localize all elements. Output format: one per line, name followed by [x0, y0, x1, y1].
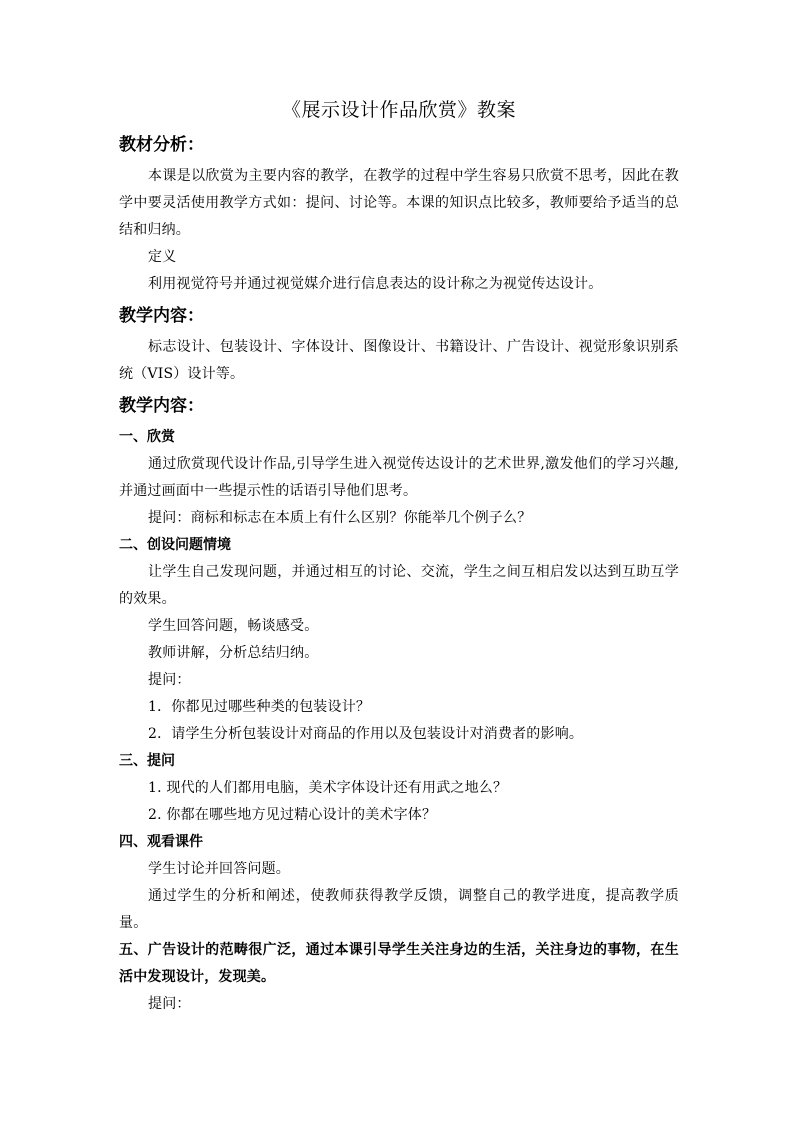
- document-page: [119, 95, 679, 1018]
- part-2-paragraph: 让学生自己发现问题，并通过相互的讨论、交流，学生之间互相启发以达到互助互学的效果。: [119, 564, 679, 607]
- analysis-paragraph: 本课是以欣赏为主要内容的教学，在教学的过程中学生容易只欣赏不思考，因此在教学中要灵活使用教学方式如：提问、讨论等。本课的知识点比较多，教师要给予适当的总结和归纳。: [119, 168, 679, 238]
- part-1-heading: 一、欣赏: [119, 429, 175, 445]
- part-2-question-2: 2．请学生分析包装设计对商品的作用以及包装设计对消费者的影响。: [148, 726, 584, 742]
- part-2-question-label: 提问：: [148, 672, 191, 688]
- part-2-question-1: 1．你都见过哪些种类的包装设计？: [148, 699, 371, 715]
- part-5-heading-paragraph: 五、广告设计的范畴很广泛，通过本课引导学生关注身边的生活，关注身边的事物，在生活中发现设计，发现美。: [119, 942, 679, 985]
- part-4-paragraph-2: 通过学生的分析和阐述，使教师获得教学反馈，调整自己的教学进度，提高教学质量。: [119, 888, 679, 931]
- part-2-line-teacher: 教师讲解，分析总结归纳。: [148, 645, 319, 661]
- section-heading-content-1: 教学内容：: [119, 306, 204, 326]
- section-heading-analysis: 教材分析：: [119, 135, 204, 155]
- part-5-question-label: 提问：: [148, 996, 191, 1012]
- document-title: 《展示设计作品欣赏》教案: [281, 99, 516, 121]
- content-1-paragraph: 标志设计、包装设计、字体设计、图像设计、书籍设计、广告设计、视觉形象识别系统（VIS）设计等。: [119, 339, 679, 382]
- part-3-question-2: 2. 你都在哪些地方见过精心设计的美术字体？: [148, 807, 437, 823]
- definition-label: 定义: [148, 249, 177, 265]
- part-2-heading: 二、创设问题情境: [119, 537, 231, 553]
- definition-paragraph: 利用视觉符号并通过视觉媒介进行信息表达的设计称之为视觉传达设计。: [148, 276, 603, 292]
- part-1-paragraph: 通过欣赏现代设计作品,引导学生进入视觉传达设计的艺术世界,激发他们的学习兴趣,并通过画面中一些提示性的话语引导他们思考。: [119, 456, 679, 499]
- part-3-heading: 三、提问: [119, 753, 175, 769]
- part-2-line-answer: 学生回答问题，畅谈感受。: [148, 618, 319, 634]
- section-heading-content-2: 教学内容：: [119, 396, 204, 416]
- part-1-question: 提问：商标和标志在本质上有什么区别？你能举几个例子么？: [148, 510, 532, 526]
- part-4-heading: 四、观看课件: [119, 834, 203, 850]
- part-3-question-1: 1. 现代的人们都用电脑，美术字体设计还有用武之地么？: [148, 780, 508, 796]
- part-4-paragraph-1: 学生讨论并回答问题。: [148, 861, 290, 877]
